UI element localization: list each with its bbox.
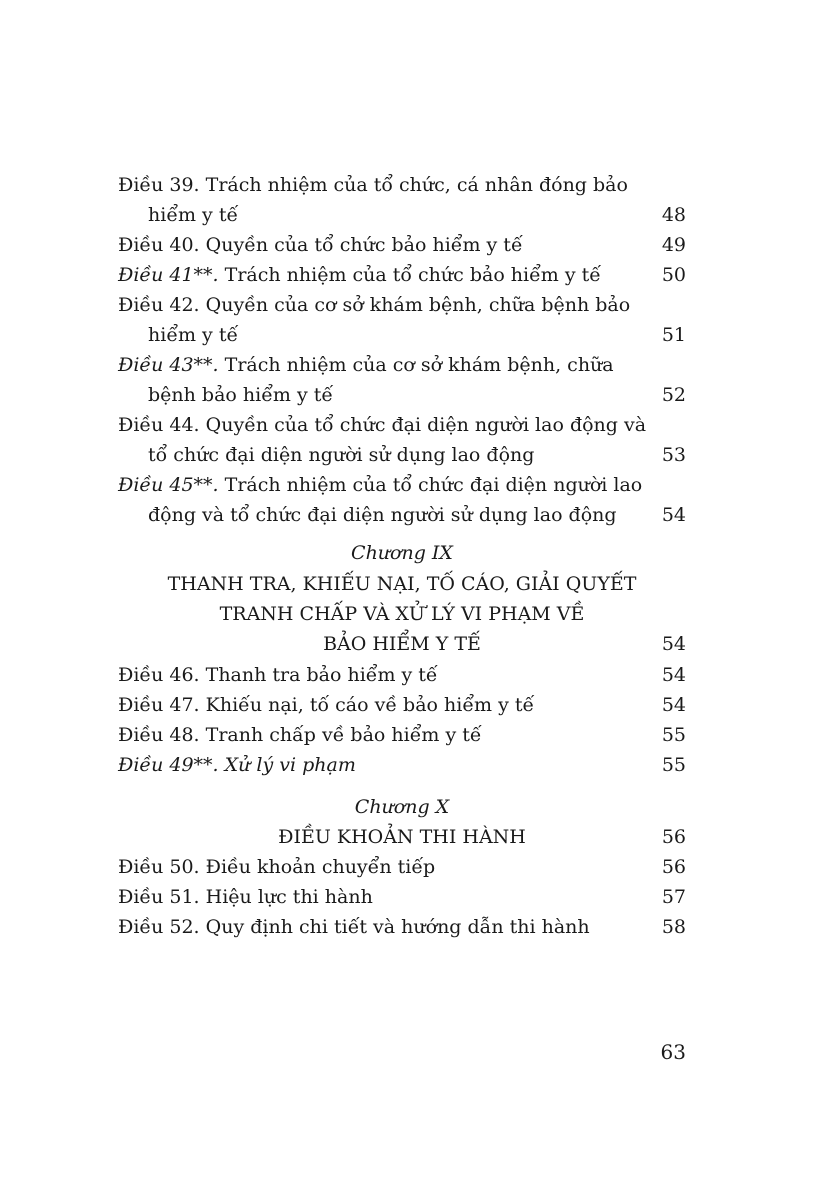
toc-entry-label: Điều 52. [118,916,200,938]
toc-entry-label: Điều 46. [118,664,200,686]
toc-entry-44-line-1 [118,410,686,440]
toc-entry-label: Điều 47. [118,694,200,716]
toc-page-ref: 58 [661,916,686,938]
toc-entry-39-line-2 [118,200,686,230]
toc-page-ref: 51 [661,324,686,346]
toc-entry-42-line-2 [118,320,686,350]
toc-entry-label: Điều 51. [118,886,200,908]
chapter-title: BẢO HIỂM Y TẾ [323,633,481,655]
toc-entry-47 [118,690,686,720]
toc-entry-51 [118,882,686,912]
toc-entry-43-line-1 [118,350,686,380]
toc-entry-45-line-2 [118,500,686,530]
toc-page-ref: 48 [661,204,686,226]
toc-entry-label: Điều 50. [118,856,200,878]
chapter-title: TRANH CHẤP VÀ XỬ LÝ VI PHẠM VỀ [219,603,585,625]
chapter-x-label [118,792,686,822]
page-number: 63 [660,1040,686,1064]
toc-entry-title-cont: bệnh bảo hiểm y tế [148,384,334,406]
toc-page-ref: 54 [661,633,686,655]
toc-entry-41 [118,260,686,290]
toc-entry-title: Trách nhiệm của cơ sở khám bệnh, chữa [218,354,614,376]
toc-entry-title: Hiệu lực thi hành [199,886,373,908]
toc-page-ref: 53 [661,444,686,466]
toc-entry-title: Khiếu nại, tố cáo về bảo hiểm y tế [199,694,535,716]
toc-entry-label: Điều 45**. [118,474,219,496]
toc-page-ref: 57 [661,886,686,908]
toc-entry-title: Điều khoản chuyển tiếp [199,856,436,878]
toc-entry-title-cont: tổ chức đại diện người sử dụng lao động [148,444,535,466]
toc-entry-title-cont: động và tổ chức đại diện người sử dụng lao động [148,504,617,526]
toc-entry-39-line-1 [118,170,686,200]
toc-entry-52 [118,912,686,942]
toc-page-ref: 55 [661,724,686,746]
toc-entry-label: Điều 44. [118,414,200,436]
chapter-label: Chương X [354,796,450,818]
toc-entry-title: Trách nhiệm của tổ chức, cá nhân đóng bảo [199,174,628,196]
toc-entry-43-line-2 [118,380,686,410]
toc-entry-title: Trách nhiệm của tổ chức bảo hiểm y tế [218,264,601,286]
toc-page-ref: 54 [661,504,686,526]
toc-entry-49 [118,750,686,780]
toc-entry-title: Trách nhiệm của tổ chức đại diện người lao [218,474,643,496]
toc-page-ref: 49 [661,234,686,256]
chapter-label: Chương IX [351,542,453,564]
toc-entry-label: Điều 39. [118,174,200,196]
toc-entry-label: Điều 49**. Xử lý vi phạm [118,754,356,776]
toc-entry-48 [118,720,686,750]
chapter-ix-title-line-3 [118,629,686,659]
toc-entry-46 [118,660,686,690]
chapter-ix-title-line-2 [118,599,686,629]
chapter-title: ĐIỀU KHOẢN THI HÀNH [278,826,526,848]
toc-entry-40 [118,230,686,260]
toc-entry-title-cont: hiểm y tế [148,204,239,226]
toc-page-ref: 50 [661,264,686,286]
toc-entry-label: Điều 40. [118,234,200,256]
toc-entry-title: Quyền của tổ chức đại diện người lao động và [199,414,647,436]
chapter-ix-label [118,538,686,568]
chapter-title: THANH TRA, KHIẾU NẠI, TỐ CÁO, GIẢI QUYẾT [167,573,637,595]
toc-entry-label: Điều 48. [118,724,200,746]
toc-entry-title-cont: hiểm y tế [148,324,239,346]
toc-entry-title: Quy định chi tiết và hướng dẫn thi hành [199,916,590,938]
toc-entry-label: Điều 43**. [118,354,219,376]
toc-entry-label: Điều 42. [118,294,200,316]
toc-page-ref: 56 [661,826,686,848]
toc-entry-title: Quyền của cơ sở khám bệnh, chữa bệnh bảo [199,294,631,316]
toc-page-ref: 54 [661,664,686,686]
toc-entry-42-line-1 [118,290,686,320]
toc-page-ref: 54 [661,694,686,716]
toc-entry-title: Tranh chấp về bảo hiểm y tế [199,724,482,746]
toc-entry-44-line-2 [118,440,686,470]
toc-page-ref: 52 [661,384,686,406]
chapter-x-title [118,822,686,852]
toc-entry-label: Điều 41**. [118,264,219,286]
toc-entry-50 [118,852,686,882]
toc-entry-title: Quyền của tổ chức bảo hiểm y tế [199,234,523,256]
toc-entry-45-line-1 [118,470,686,500]
chapter-ix-title-line-1 [118,569,686,599]
toc-page-ref: 56 [661,856,686,878]
toc-page-ref: 55 [661,754,686,776]
toc-entry-title: Thanh tra bảo hiểm y tế [199,664,438,686]
